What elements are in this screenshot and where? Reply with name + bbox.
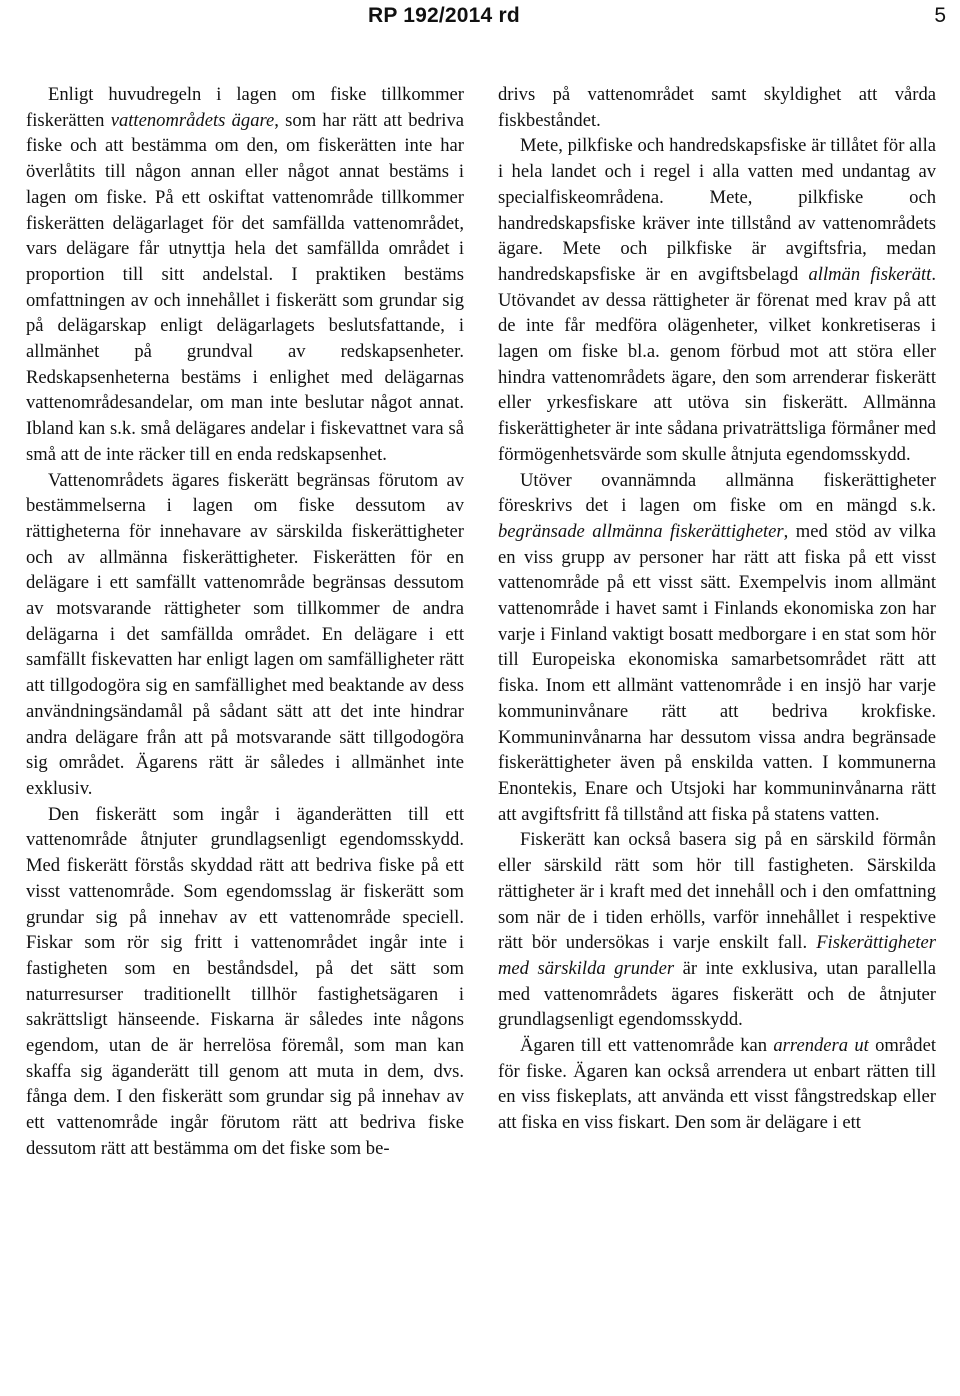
text-run: , som har rätt att bedriva fiske och att bestämma om den, om fiskerätten inte har överlåtits till någon annan eller något annat bestäms i lagen om fiske. På ett oskiftat vattenområde tillkommer fiskerätten delägarlaget för det samfällda vattenområdet, vars delägare får utnyttja hela det samfällda området i proportion till sitt andelstal. I praktiken bestäms omfattningen av och innehållet i fiskerätt som grundar sig på delägarskap enligt delägarlagets beslutsfattande, i allmänhet på grundval av redskapsenheter. Redskapsenheterna bestäms i enlighet med delägarnas vattenområdesandelar, om man inte beslutar något annat. Ibland kan s.k. små delägares andelar i fiskevattnet vara så små att de inte räcker till en enda redskapsenhet. xyxy=(26,109,464,465)
emphasis-term: arrendera ut xyxy=(773,1035,869,1057)
paragraph: Vattenområdets ägares fiskerätt begränsas förutom av bestämmelserna i lagen om fiske dessutom av rättigheterna för innehavare av särskilda fiskerättigheter och av allmänna fiskerättigheter. Fiskerätten för en delägare i ett samfällt vattenområde begränsas dessutom av motsvarande rättigheter som tillkommer de andra delägarna i det samfällda området. En delägare i ett samfällt fiskevatten har enligt lagen om samfälligheter rätt att tillgodogöra sig en samfällighet med beaktande av dess användningsändamål på sådant sätt att det inte hindrar andra delägare från att på motsvarande sätt tillgodogöra sig området. Ägarens rätt är således i allmänhet inte exklusiv. xyxy=(26,469,464,799)
text-run: Ägaren till ett vattenområde kan xyxy=(520,1035,774,1057)
text-run: Mete, pilkfiske och handredskapsfiske är tillåtet för alla i hela landet och i regel i alla vatten med undantag av specialfiskeområdena. Mete, pilkfiske och handredskapsfiske kräver inte tillstånd av vattenområdets ägare. Mete och pilkfiske är avgiftsfria, medan handredskapsfiske är en avgiftsbelagd xyxy=(498,135,936,285)
page-number: 5 xyxy=(934,4,946,27)
emphasis-term: allmän fiskerätt xyxy=(808,263,932,285)
emphasis-term: begränsade allmänna fiskerättigheter xyxy=(498,520,784,542)
text-run: Fiskerätt kan också basera sig på en särskild förmån eller särskild rätt som hör till fastigheten. Särskilda rättigheter är i kraft med det innehåll och i den omfattning som när de i tiden erhölls, varför innehållet i respektive rätt bör undersökas i varje enskilt fall. xyxy=(498,829,936,954)
paragraph: Den fiskerätt som ingår i äganderätten till ett vattenområde åtnjuter grundlagsenligt egendomsskydd. Med fiskerätt förstås skyddad rätt att bedriva fiske på ett visst vattenområde. Som egendomsslag är fiskerätt som grundar sig på innehav av ett vattenområde speciell. Fiskar som rör sig fritt i vattenområdet ingår inte i fastigheten som en beståndsdel, på det sätt som naturresurser traditionellt tillhör fastighetsägaren i sakrättsligt hänseende. Fiskarna är således inte någons egendom, utan de är herrelösa föremål, som man kan skaffa sig äganderätt till genom att muta in dem, dvs. fånga dem. I den fiskerätt som grundar sig på innehav av ett vattenområde ingår förutom rätt att bedriva fiske dessutom rätt att bestämma om det fiske som be- xyxy=(26,803,464,1159)
paragraph xyxy=(498,468,936,828)
left-column xyxy=(26,82,464,1162)
emphasis-term: Fiskerättigheter med särskilda grunder xyxy=(498,932,936,979)
paragraph xyxy=(498,133,936,467)
text-run: är inte exklusiva, utan parallella med vattenområdets ägares fiskerätt och de åtnjuter grundlagsenligt egendomsskydd. xyxy=(498,957,936,1031)
text-run: . Utövandet av dessa rättigheter är förenat med krav på att de inte får medföra olägenheter, vilket konkretiseras i lagen om fiske bl.a. genom förbud mot att störa eller hindra vattenområdets ägare, den som arrenderar fiskerätt eller yrkesfiskare att utöva sin fiskerätt. Allmänna fiskerättigheter är inte sådana privaträttsliga förmåner med förmögenhetsvärde som skulle åtnjuta egendomsskydd. xyxy=(498,263,936,465)
document-id: RP 192/2014 rd xyxy=(368,4,520,27)
text-run: , med stöd av vilka en viss grupp av personer har rätt att fiska på ett visst vattenområde på ett visst sätt. Exempelvis inom allmänt vattenområde i havet samt i Finlands ekonomiska zon har varje i Finland vaktigt bosatt medborgare i en stat som hör till Europeiska ekonomiska samarbetsområdet rätt att fiska. Inom ett allmänt vattenområde i en insjö har varje kommuninvånare rätt att bedriva krokfiske. Kommuninvånarna har dessutom vissa andra begränsade fiskerättigheter även på enskilda vatten. I kommunerna Enontekis, Enare och Utsjoki har kommuninvånarna rätt att avgiftsfritt få tillstånd att fiska på statens vatten. xyxy=(498,520,936,825)
text-run: området för fiske. Ägaren kan också arrendera ut enbart rätten till en viss fiskeplats, att använda ett visst fångstredskap eller att fiska en viss fiskart. Den som är delägare i ett xyxy=(498,1035,937,1134)
paragraph xyxy=(26,82,464,468)
paragraph xyxy=(498,827,936,1033)
paragraph: drivs på vattenområdet samt skyldighet att vårda fiskbeståndet. xyxy=(498,84,936,131)
paragraph xyxy=(498,1033,936,1136)
text-run: Utöver ovannämnda allmänna fiskerättigheter föreskrivs det i lagen om fiske om en mängd s.k. xyxy=(498,469,936,517)
right-column xyxy=(498,82,936,1136)
emphasis-term: vattenområdets ägare xyxy=(110,109,275,131)
page-header xyxy=(0,0,960,40)
text-run: Enligt huvudregeln i lagen om fiske tillkommer fiskerätten xyxy=(26,84,464,131)
